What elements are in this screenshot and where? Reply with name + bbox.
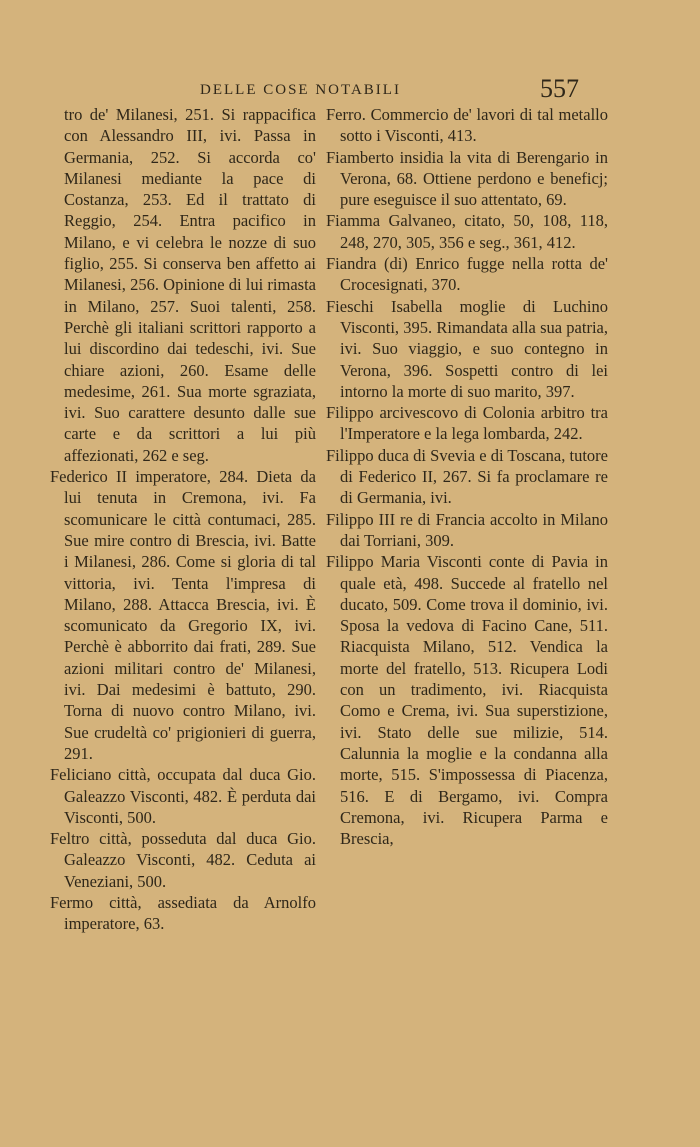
index-entry: Federico II imperatore, 284. Dieta da lui tenuta in Cremona, ivi. Fa scomunicare le città contumaci, 285. Sue mire contro di Brescia, ivi. Batte i Milanesi, 286. Come si gloria di tal vittoria, ivi. Tenta l'impresa di Milano, 288. Attacca Brescia, ivi. È scomunicato da Gregorio IX, ivi. Perchè è abborrito dai frati, 289. Sue azioni militari contro de' Milanesi, ivi. Dai medesimi è battuto, 290. Torna di nuovo contro Milano, ivi. Sue crudeltà co' prigionieri di guerra, 291. [50,467,316,763]
running-title: DELLE COSE NOTABILI [200,82,401,98]
index-entry-continuation: tro de' Milanesi, 251. Si rappacifica con Alessandro III, ivi. Passa in Germania, 252. Si accorda co' Milanesi mediante la pace di Costanza, 253. Ed il trattato di Reggio, 254. Entra pacifico in Milano, e vi celebra le nozze di suo figlio, 255. Si conserva ben affetto ai Milanesi, 256. Opinione di lui rimasta in Milano, 257. Suoi talenti, 258. Perchè gli italiani scrittori rapporto a lui discordino dai tedeschi, ivi. Sue chiare azioni, 260. Esame delle medesime, 261. Sua morte sgraziata, ivi. Suo carattere desunto dalle sue carte e da scrittori a lui più affezionati, 262 e seg. [64,105,316,465]
index-entry: Filippo duca di Svevia e di Toscana, tutore di Federico II, 267. Si fa proclamare re di Germania, ivi. [326,445,608,508]
index-entry: Ferro. Commercio de' lavori di tal metallo sotto i Visconti, 413. [326,105,608,146]
index-entry: Fieschi Isabella moglie di Luchino Visconti, 395. Rimandata alla sua patria, ivi. Suo viaggio, e suo contegno in Verona, 396. Sospetti contro di lei intorno la morte di suo marito, 397. [326,296,608,401]
index-entry: Filippo Maria Visconti conte di Pavia in quale età, 498. Succede al fratello nel ducato, 509. Come trova il dominio, ivi. Sposa la vedova di Facino Cane, 511. Riacquista Milano, 512. Vendica la morte del fratello, 513. Ricupera Lodi con un tradimento, ivi. Riacquista Como e Crema, ivi. Sua superstizione, ivi. Stato delle sue milizie, 514. Calunnia la moglie e la condanna alla morte, 515. S'impossessa di Piacenza, 516. E di Bergamo, ivi. Compra Cremona, ivi. Ricupera Parma e Brescia, [326,552,608,849]
index-entry: Fiamberto insidia la vita di Berengario in Verona, 68. Ottiene perdono e beneficj; pure eseguisce il suo attentato, 69. [326,147,608,210]
index-entry: Fiamma Galvaneo, citato, 50, 108, 118, 248, 270, 305, 356 e seg., 361, 412. [326,211,608,252]
index-entry: Filippo arcivescovo di Colonia arbitro tra l'Imperatore e la lega lombarda, 242. [326,403,608,444]
page-number: 557 [540,74,579,103]
page-header [200,74,620,108]
index-entry: Feliciano città, occupata dal duca Gio. Galeazzo Visconti, 482. È perduta dai Visconti, 500. [50,765,316,827]
index-entry: Filippo III re di Francia accolto in Milano dai Torriani, 309. [326,509,608,550]
left-column [50,104,316,935]
index-entry: Fermo città, assediata da Arnolfo imperatore, 63. [50,892,316,934]
index-entry: Feltro città, posseduta dal duca Gio. Galeazzo Visconti, 482. Ceduta ai Veneziani, 500. [50,829,316,891]
right-column [326,104,608,849]
index-entry: Fiandra (di) Enrico fugge nella rotta de' Crocesignati, 370. [326,254,608,295]
